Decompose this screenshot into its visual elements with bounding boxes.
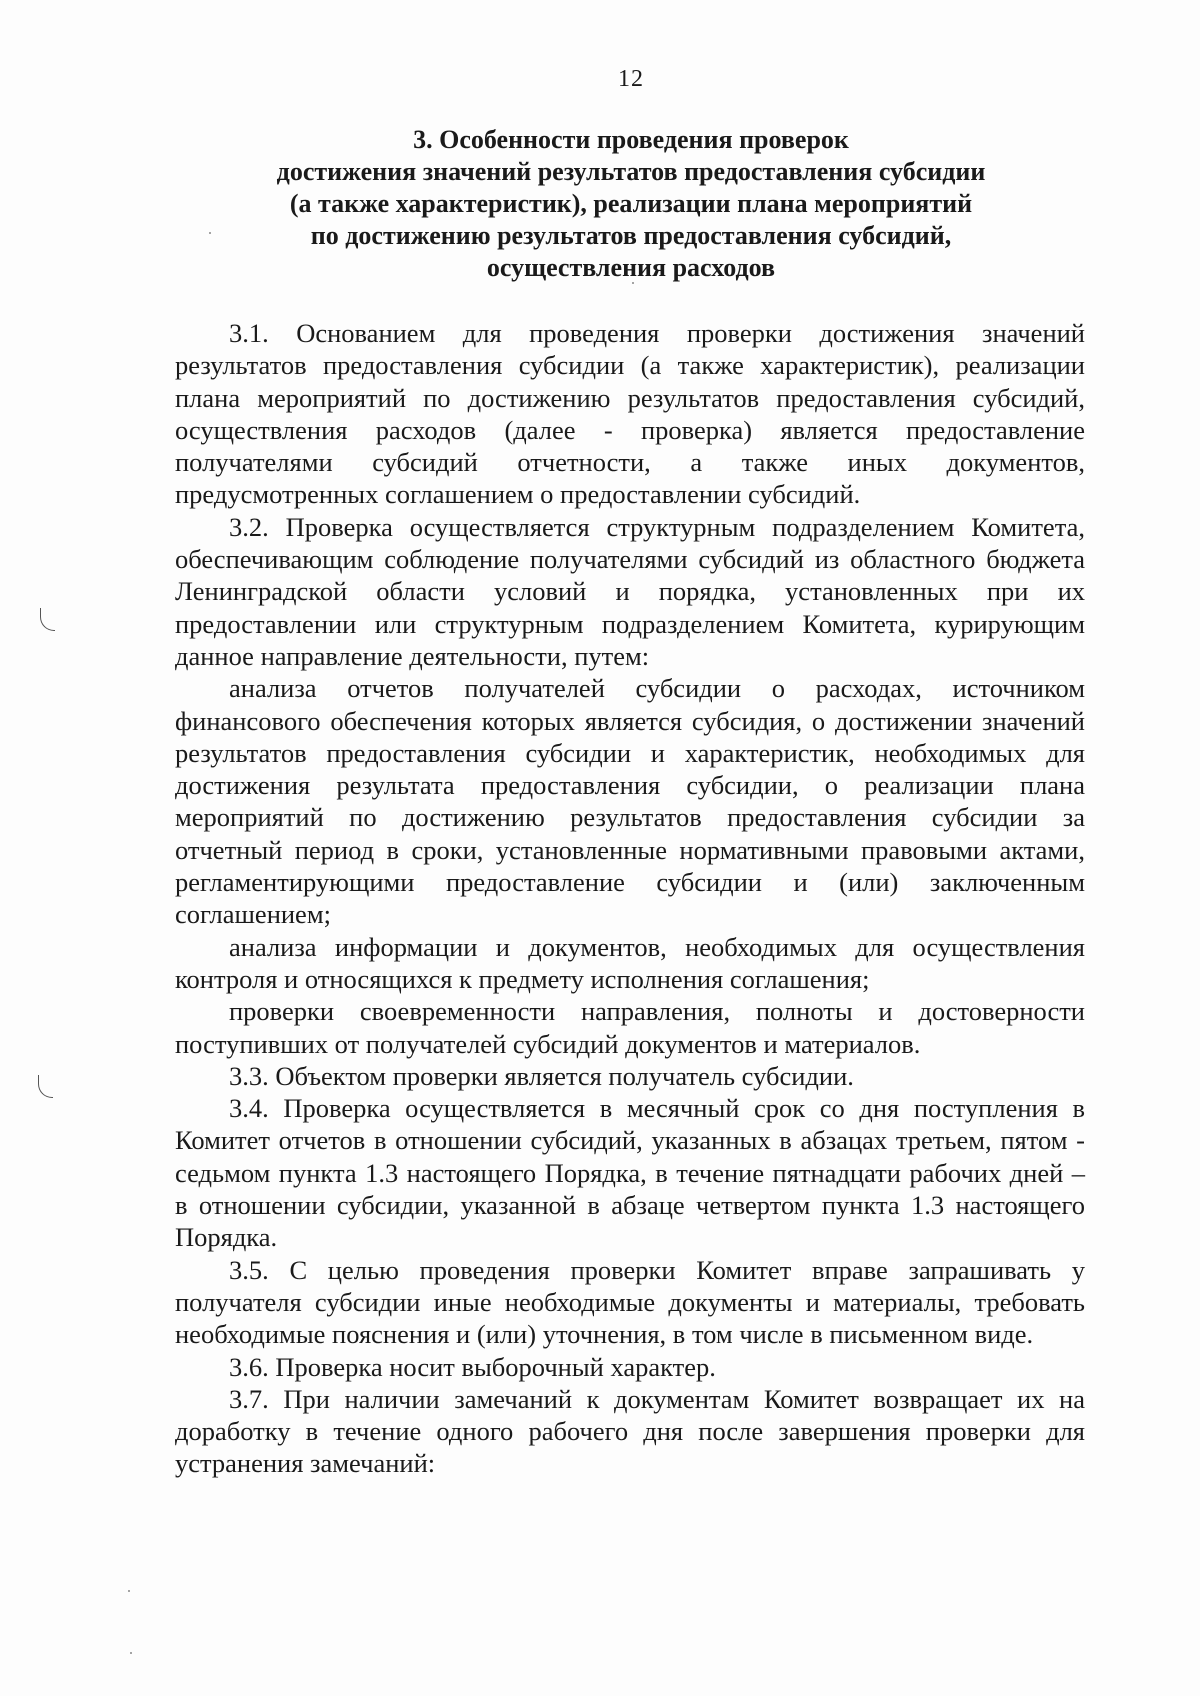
- paragraph-3-2: 3.2. Проверка осуществляется структурным подразделением Комитета, обеспечивающим соблюдение получателями субсидий из областного бюджета Ленинградской области условий и порядка, установленных при их предоставлении или структурным подразделением Комитета, курирующим данное направление деятельности, путем:: [175, 511, 1085, 671]
- paragraph-3-1: 3.1. Основанием для проведения проверки достижения значений результатов предоставления субсидии (а также характеристик), реализации плана мероприятий по достижению результатов предоставления субсидий, осуществления расходов (далее - проверка) является предоставление получателями субсидий отчетности, а также иных документов, предусмотренных соглашением о предоставлении субсидий.: [175, 318, 1085, 510]
- paragraph-analysis-reports: анализа отчетов получателей субсидии о расходах, источником финансового обеспечения которых является субсидия, о достижении значений результатов предоставления субсидии и характеристик, необходимых для достижения результата предоставления субсидии, о реализации плана мероприятий по достижению результатов предоставления субсидии за отчетный период в сроки, установленные нормативными правовыми актами, регламентирующими предоставление субсидии и (или) заключенным соглашением;: [175, 673, 1085, 930]
- heading-line: 3. Особенности проведения проверок: [413, 125, 849, 154]
- paragraph-check-timeliness: проверки своевременности направления, полноты и достоверности поступивших от получателей субсидий документов и материалов.: [175, 996, 1085, 1059]
- paragraph-analysis-info: анализа информации и документов, необходимых для осуществления контроля и относящихся к предмету исполнения соглашения;: [175, 931, 1085, 994]
- scan-speck: [128, 1590, 130, 1592]
- binding-hole-mark: [40, 608, 55, 631]
- paragraph-3-4: 3.4. Проверка осуществляется в месячный срок со дня поступления в Комитет отчетов в отношении субсидий, указанных в абзацах третьем, пятом - седьмом пункта 1.3 настоящего Порядка, в течение пятнадцати рабочих дней – в отношении субсидии, указанной в абзаце четвертом пункта 1.3 настоящего Порядка.: [175, 1093, 1085, 1253]
- scan-speck: [209, 232, 211, 234]
- scan-speck: [130, 1652, 132, 1654]
- paragraph-3-7: 3.7. При наличии замечаний к документам Комитет возвращает их на доработку в течение одного рабочего дня после завершения проверки для устранения замечаний:: [175, 1383, 1085, 1479]
- heading-line: достижения значений результатов предоставления субсидии: [276, 157, 986, 186]
- paragraph-3-5: 3.5. С целью проведения проверки Комитет вправе запрашивать у получателя субсидии иные необходимые документы и материалы, требовать необходимые пояснения и (или) уточнения, в том числе в письменном виде.: [175, 1254, 1085, 1350]
- section-heading: [190, 124, 1072, 284]
- binding-hole-mark: [38, 1075, 53, 1098]
- page-number: 12: [618, 66, 644, 92]
- heading-line: осуществления расходов: [486, 253, 776, 282]
- paragraph-3-3: 3.3. Объектом проверки является получатель субсидии.: [229, 1060, 854, 1091]
- heading-line: (а также характеристик), реализации плана мероприятий: [289, 189, 973, 218]
- heading-line: по достижению результатов предоставления субсидий,: [310, 221, 952, 250]
- paragraph-3-6: 3.6. Проверка носит выборочный характер.: [229, 1351, 716, 1382]
- scan-speck: [632, 282, 634, 284]
- document-body: [175, 317, 1085, 1480]
